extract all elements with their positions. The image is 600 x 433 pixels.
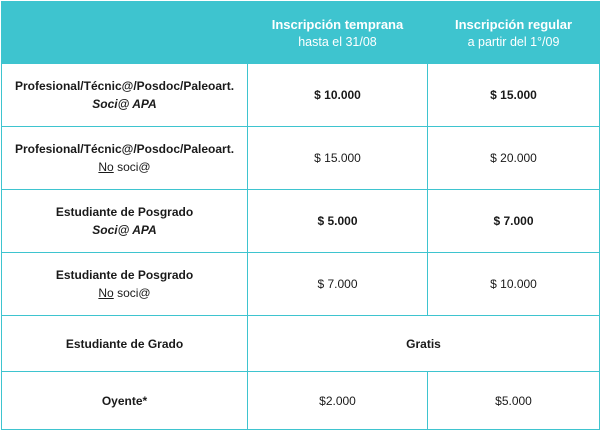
row-name: Estudiante de Grado	[65, 336, 184, 351]
price-regular: $ 15.000	[428, 64, 600, 127]
table-row	[2, 372, 600, 430]
row-label	[2, 190, 248, 253]
price-regular: $ 10.000	[428, 253, 600, 316]
row-name: Estudiante de Posgrado	[55, 268, 194, 282]
row-sub-text: soci@	[113, 160, 151, 174]
header-early	[248, 2, 428, 64]
header-corner	[2, 2, 248, 64]
header-early-subtitle: hasta el 31/08	[298, 34, 377, 49]
table-row	[2, 127, 600, 190]
row-sub-prefix: No	[98, 286, 114, 300]
row-name: Profesional/Técnic@/Posdoc/Paleoart.	[14, 142, 235, 156]
header-regular	[428, 2, 600, 64]
table-row	[2, 253, 600, 316]
table-row	[2, 316, 600, 372]
row-label	[2, 316, 248, 372]
price-regular: $ 20.000	[428, 127, 600, 190]
row-sub: Soci@ APA	[92, 97, 157, 111]
price-early: $ 5.000	[248, 190, 428, 253]
row-name: Oyente*	[101, 393, 148, 408]
price-early: $ 7.000	[248, 253, 428, 316]
row-label	[2, 127, 248, 190]
table-row	[2, 64, 600, 127]
row-sub-prefix: No	[98, 160, 114, 174]
table-row	[2, 190, 600, 253]
price-early: $ 10.000	[248, 64, 428, 127]
pricing-table	[1, 1, 600, 430]
row-name: Estudiante de Posgrado	[55, 205, 194, 219]
row-sub	[8, 158, 241, 176]
row-sub-text: soci@	[113, 286, 151, 300]
price-merged: Gratis	[248, 316, 600, 372]
header-early-title: Inscripción temprana	[271, 16, 404, 32]
row-sub: Soci@ APA	[92, 223, 157, 237]
row-sub	[8, 284, 241, 302]
header-regular-title: Inscripción regular	[454, 16, 573, 32]
price-regular: $5.000	[428, 372, 600, 430]
row-label	[2, 372, 248, 430]
header-row	[2, 2, 600, 64]
header-regular-subtitle: a partir del 1°/09	[467, 34, 560, 49]
price-early: $ 15.000	[248, 127, 428, 190]
row-name: Profesional/Técnic@/Posdoc/Paleoart.	[14, 79, 235, 93]
row-label	[2, 253, 248, 316]
price-regular: $ 7.000	[428, 190, 600, 253]
row-label	[2, 64, 248, 127]
price-early: $2.000	[248, 372, 428, 430]
